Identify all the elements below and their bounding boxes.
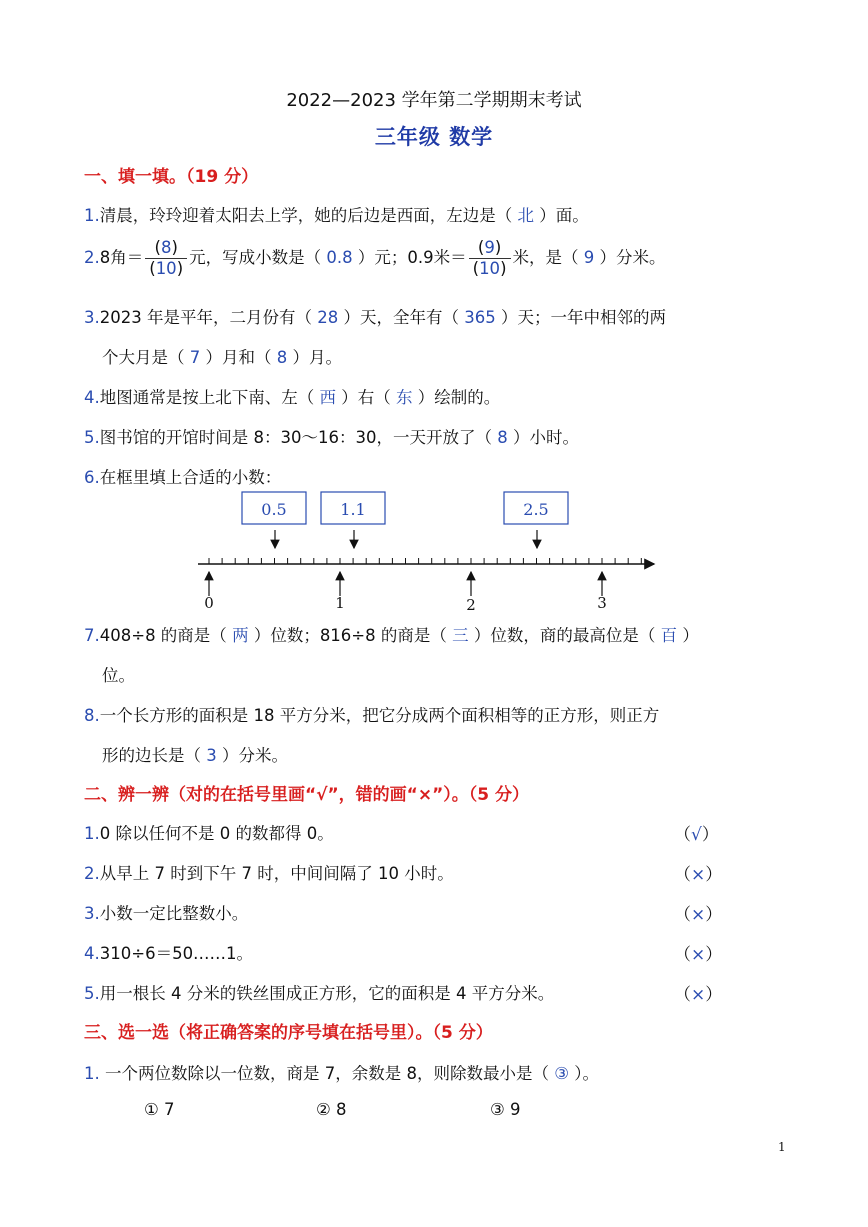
q-number: 4. xyxy=(84,944,100,963)
q-text: 用一根长 4 分米的铁丝围成正方形，它的面积是 4 平方分米。 xyxy=(99,984,555,1003)
answer: 8 xyxy=(276,348,288,367)
q-text: 个大月是（ xyxy=(102,348,185,367)
answer: × xyxy=(691,985,706,1005)
q-text: 图书馆的开馆时间是 8：30～16：30，一天开放了（ xyxy=(99,428,492,447)
question-1-2 xyxy=(84,238,666,279)
q-text: ）月和（ xyxy=(205,348,272,367)
answer: √ xyxy=(691,825,702,845)
judge-item xyxy=(84,860,454,884)
question-1-7-cont xyxy=(102,662,135,686)
q-text: 310÷6＝50……1。 xyxy=(99,944,254,963)
question-1-3-cont xyxy=(102,344,342,368)
answer: 7 xyxy=(189,348,201,367)
judge-answer: （×） xyxy=(674,905,723,925)
question-1-3 xyxy=(84,304,666,328)
q-number: 1. xyxy=(84,1064,100,1083)
q-text: ）元；0.9米＝ xyxy=(357,248,467,267)
q-text: 一个两位数除以一位数，商是 7，余数是 8，则除数最小是（ xyxy=(105,1064,549,1083)
section2-heading: 二、辨一辨（对的在括号里画“√”，错的画“×”）。（5 分） xyxy=(84,785,530,805)
q-number: 3. xyxy=(84,308,100,327)
question-1-1 xyxy=(84,202,589,226)
q-number: 2. xyxy=(84,248,100,267)
q-number: 5. xyxy=(84,984,100,1003)
answer: 两 xyxy=(232,626,249,645)
q-text: 一个长方形的面积是 18 平方分米，把它分成两个面积相等的正方形，则正方 xyxy=(99,706,660,725)
answer: 365 xyxy=(464,308,496,327)
answer: 9 xyxy=(583,248,595,267)
q-number: 2. xyxy=(84,864,100,883)
q-text: 在框里填上合适的小数： xyxy=(99,468,282,487)
q-text: 8角＝ xyxy=(99,248,144,267)
q-text: ）。 xyxy=(574,1064,600,1083)
q-text: ）位数，商的最高位是（ xyxy=(473,626,656,645)
q-text: ）绘制的。 xyxy=(417,388,501,407)
q-text: 位。 xyxy=(102,666,135,685)
q-number: 1. xyxy=(84,824,100,843)
judge-item xyxy=(84,980,554,1004)
q-text: ） xyxy=(682,626,699,645)
axis-label: 2 xyxy=(466,596,476,614)
answer: 8 xyxy=(497,428,508,447)
q-text: ）右（ xyxy=(341,388,391,407)
answer: ③ xyxy=(554,1064,570,1083)
q-text: 元，写成小数是（ xyxy=(189,248,322,267)
q-number: 6. xyxy=(84,468,100,487)
q-text: ）位数；816÷8 的商是（ xyxy=(253,626,447,645)
answer: 三 xyxy=(452,626,469,645)
q-number: 1. xyxy=(84,206,100,225)
q-text: 2023 年是平年，二月份有（ xyxy=(99,308,312,327)
question-1-7 xyxy=(84,622,699,646)
answer: 百 xyxy=(660,626,678,645)
q-number: 5. xyxy=(84,428,100,447)
q-text: 小数一定比整数小。 xyxy=(99,904,249,923)
q-text: 从早上 7 时到下午 7 时，中间间隔了 10 小时。 xyxy=(99,864,454,883)
q-text: ）天，全年有（ xyxy=(343,308,459,327)
q-number: 3. xyxy=(84,904,100,923)
judge-answer: （×） xyxy=(674,985,723,1005)
judge-item xyxy=(84,940,253,964)
q-number: 7. xyxy=(84,626,100,645)
q-text: ）面。 xyxy=(539,206,589,225)
q-text: ）分米。 xyxy=(222,746,288,765)
exam-subtitle: 三年级 数学 xyxy=(374,125,494,149)
q-text: 0 除以任何不是 0 的数都得 0。 xyxy=(99,824,334,843)
answer: × xyxy=(691,945,706,965)
answer-box-value: 1.1 xyxy=(340,500,366,519)
answer: 9 xyxy=(484,238,495,257)
choice-option-3: ③ 9 xyxy=(490,1100,521,1119)
judge-answer: （√） xyxy=(674,825,719,845)
q-text: 形的边长是（ xyxy=(102,746,201,765)
exam-title: 2022—2023 学年第二学期期末考试 xyxy=(286,90,582,111)
answer: × xyxy=(691,905,706,925)
page-number: 1 xyxy=(778,1140,786,1154)
q-number: 4. xyxy=(84,388,100,407)
question-1-5 xyxy=(84,424,579,448)
q-text: 408÷8 的商是（ xyxy=(99,626,227,645)
q-number: 8. xyxy=(84,706,100,725)
answer: 10 xyxy=(479,259,501,278)
answer-box-value: 2.5 xyxy=(523,500,549,519)
axis-label: 0 xyxy=(204,594,214,612)
question-1-6 xyxy=(84,464,281,488)
answer: 0.8 xyxy=(326,248,353,267)
judge-item xyxy=(84,900,248,924)
answer: 西 xyxy=(319,388,336,407)
answer: 东 xyxy=(396,388,413,407)
judge-answer: （×） xyxy=(674,945,723,965)
q-text: ）小时。 xyxy=(512,428,579,447)
section1-heading: 一、填一填。（19 分） xyxy=(84,167,259,187)
choice-option-2: ② 8 xyxy=(316,1100,347,1119)
section3-heading: 三、选一选（将正确答案的序号填在括号里）。（5 分） xyxy=(84,1023,493,1043)
choice-question-1 xyxy=(84,1060,599,1084)
judge-answer: （×） xyxy=(674,865,723,885)
q-text: 米，是（ xyxy=(512,248,579,267)
axis-ticks xyxy=(209,558,641,564)
question-1-8 xyxy=(84,702,659,726)
choice-option-1: ① 7 xyxy=(144,1100,175,1119)
q-text: 清晨，玲玲迎着太阳去上学，她的后边是西面，左边是（ xyxy=(99,206,513,225)
answer: 28 xyxy=(317,308,339,327)
number-line xyxy=(180,488,680,616)
answer: 北 xyxy=(517,206,534,225)
fraction: $\frac{(9)}{(10)}$ xyxy=(469,238,511,279)
q-text: ）天；一年中相邻的两 xyxy=(501,308,666,327)
answer-box-value: 0.5 xyxy=(261,500,287,519)
axis-label: 1 xyxy=(335,594,345,612)
q-text: ）分米。 xyxy=(599,248,666,267)
question-1-4 xyxy=(84,384,500,408)
answer: 10 xyxy=(155,259,177,278)
fraction: $\frac{(8)}{(10)}$ xyxy=(145,238,187,279)
answer: × xyxy=(691,865,706,885)
answer: 8 xyxy=(160,238,172,257)
judge-item xyxy=(84,820,334,844)
axis-label: 3 xyxy=(597,594,607,612)
q-text: ）月。 xyxy=(292,348,342,367)
question-1-8-cont xyxy=(102,742,288,766)
q-text: 地图通常是按上北下南、左（ xyxy=(99,388,315,407)
answer: 3 xyxy=(206,746,217,765)
